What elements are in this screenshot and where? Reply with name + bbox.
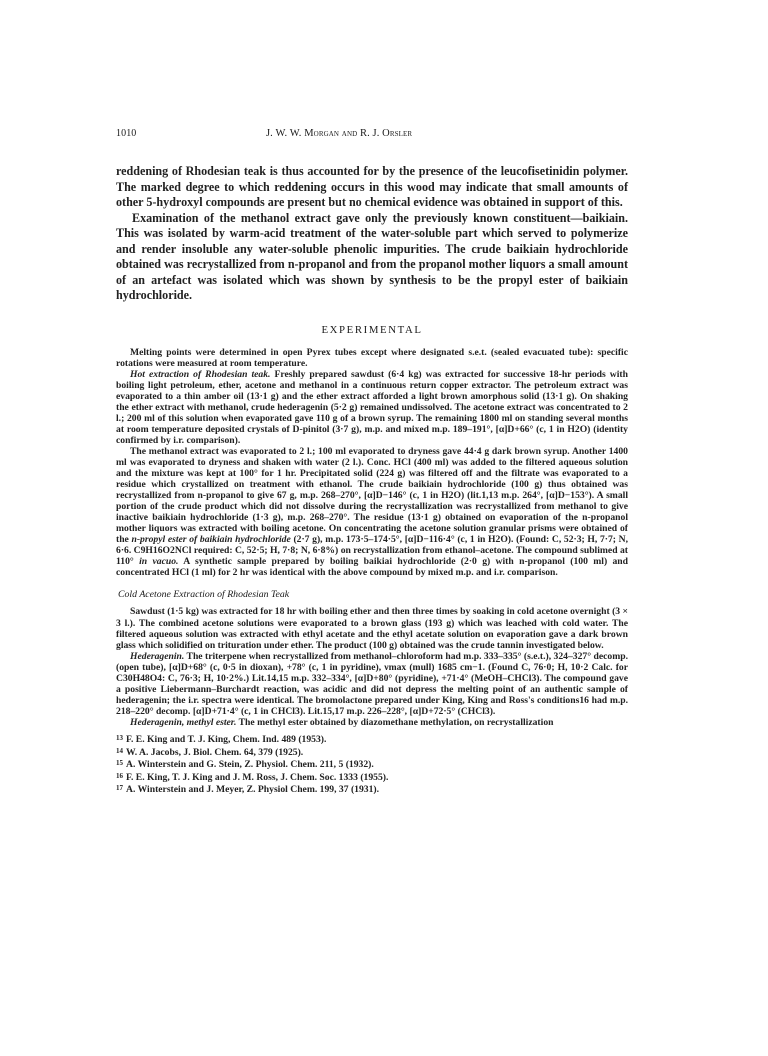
intro-paragraph-2: Examination of the methanol extract gave only the previously known constituent—baikiain. This was isolated by warm-acid treatment of the water-soluble part which served to polymerize and render insoluble any water-soluble phenolic impurities. The crude baikiain hydrochloride obtained was recrystallized from n-propanol and from the propanol mother liquors a small amount of an artefact was isolated which was shown by synthesis to be the propyl ester of baikiain hydrochloride. xyxy=(116,210,628,302)
reference-item: $^{17}$ A. Winterstein and J. Meyer, Z. Physiol Chem. 199, 37 (1931). xyxy=(116,784,380,796)
methanol-extract-paragraph xyxy=(116,446,628,579)
reference-item: $^{14}$ W. A. Jacobs, J. Biol. Chem. 64, 379 (1925). xyxy=(116,746,304,758)
intro-section xyxy=(116,164,628,304)
methyl-ester-text: The methyl ester obtained by diazomethane methylation, on recrystallization xyxy=(238,716,554,728)
methanol-text-a: The methanol extract was evaporated to 2 l.; 100 ml evaporated to dryness gave 44·4 g dark brown syrup. Another 1400 ml was evaporated to dryness and shaken with water (2 l.). Conc. HCl (400 ml) was added to the filtered aqueous solution and the mixture was kept at 100° for 1 hr. Precipitated solid (224 g) was filtered off and the filtrate was evaporated to a residue which crystallized on treatment with ethanol. The crude baikiain hydrochloride (100 g) thus obtained was recrystallized from n-propanol to give 67 g, m.p. 268–270°, [α]D−146° (c, 1 in H2O) (lit.1,13 m.p. 264°, [α]D−153°). A small portion of the crude product which did not dissolve during the recrystallization was recrystallized from methanol to give inactive baikiain hydrochloride (1·3 g), m.p. 268–270°. The residue (13·1 g) obtained on evaporation of the n-propanol mother liquors was extracted with boiling acetone. On concentrating the acetone solution granular prisms were obtained of the xyxy=(116,445,628,546)
hederagenin-title: Hederagenin. xyxy=(130,650,185,662)
hot-extraction-text: Freshly prepared sawdust (6·4 kg) was extracted for successive 18-hr periods with boiling light petroleum, ether, acetone and methanol in a continuous return copper extractor. The petroleum extract was evaporated to a thin amber oil (13·1 g) and the ether extract afforded a light brown amorphous solid (13·1 g). On shaking the ether extract with methanol, crude hederagenin (5·2 g) remained undissolved. The acetone extract was concentrated to 2 l.; 200 ml of this solution when evaporated gave 110 g of a brown syrup. The remaining 1800 ml on standing several months at room temperature deposited crystals of D-pinitol (3·7 g), m.p. and mixed m.p. 189–191°, [α]D+66° (c, 1 in H2O) (identity confirmed by i.r. comparison). xyxy=(116,368,628,446)
methanol-text-b: (2·7 g), m.p. 173·5–174·5°, [α]D−116·4° (c, 1 in H2O). (Found: C, 52·3; H, 7·7; N, 6·6. C9H16O2NCl required: C, 52·5; H, 7·8; N, 6·8%) on recrystallization from ethanol–acetone. The compound sublimed at 110° xyxy=(116,534,629,568)
in-vacuo-text: in vacuo. xyxy=(139,556,179,568)
references xyxy=(116,733,628,796)
cold-acetone-heading: Cold Acetone Extraction of Rhodesian Teak xyxy=(118,589,290,601)
methanol-text-c: A synthetic sample prepared by boiling baikiai hydrochloride (2·0 g) with n-propanol (100 ml) and concentrated HCl (1 ml) for 2 hr was identical with the above compound by mixed m.p. and i.r. comparison. xyxy=(116,556,629,579)
methyl-ester-paragraph xyxy=(116,717,628,728)
page-number: 1010 xyxy=(116,128,137,139)
journal-page xyxy=(116,128,628,796)
reference-item: $^{13}$ F. E. King and T. J. King, Chem. Ind. 489 (1953). xyxy=(116,734,327,745)
experimental-section xyxy=(116,347,628,729)
running-authors: J. W. W. Morgan and R. J. Orsler xyxy=(266,128,413,139)
hederagenin-text: The triterpene when recrystallized from methanol–chloroform had m.p. 333–335° (s.e.t.), 324–327° decomp. (open tube), [α]D+68° (c, 0·5 in dioxan), +78° (c, 1 in pyridine), νmax (mull) 1685 cm−1. (Found C, 76·0; H, 10·2 Calc. for C30H48O4: C, 76·3; H, 10·2%.) Lit.14,15 m.p. 332–334°, [α]D+80° (pyridine), +71·4° (MeOH–CHCl3). The compound gave a positive Liebermann–Burchardt reaction, was acidic and did not depress the melting point of an authentic sample of hederagenin; the i.r. spectra were identical. The bromolactone prepared under King, King and Ross's conditions16 had m.p. 218–220° decomp. [α]D+71·4° (c, 1 in CHCl3). Lit.15,17 m.p. 226–228°, [α]D+72·5° (CHCl3). xyxy=(116,650,628,717)
hot-extraction-title: Hot extraction of Rhodesian teak. xyxy=(130,368,271,380)
propyl-ester-name: n-propyl ester of baikiain hydrochloride xyxy=(131,534,291,546)
intro-paragraph-1: reddening of Rhodesian teak is thus accounted for by the presence of the leucofisetinidin polymer. The marked degree to which reddening occurs in this wood may indicate that small amounts of other 5-hydroxyl compounds are present but no chemical evidence was obtained in support of this. xyxy=(116,164,628,209)
section-heading-experimental: EXPERIMENTAL xyxy=(321,323,423,336)
reference-item: $^{16}$ F. E. King, T. J. King and J. M. Ross, J. Chem. Soc. 1333 (1955). xyxy=(116,771,389,783)
methyl-ester-title: Hederagenin, methyl ester. xyxy=(130,716,237,728)
cold-acetone-paragraph: Sawdust (1·5 kg) was extracted for 18 hr with boiling ether and then three times by soaking in cold acetone overnight (3 × 3 l.). The combined acetone solutions were evaporated to a brown glass (193 g) which was leached with cold water. The filtered aqueous solution was extracted with ethyl acetate and the ethyl acetate solution on evaporation gave a dark brown glass which solidified on trituration under ether. The product (100 g) obtained was the crude tannin investigated below. xyxy=(116,606,628,651)
hot-extraction-paragraph xyxy=(116,369,628,446)
hederagenin-paragraph xyxy=(116,651,628,717)
reference-item: $^{15}$ A. Winterstein and G. Stein, Z. Physiol. Chem. 211, 5 (1932). xyxy=(116,759,374,771)
running-header xyxy=(116,128,628,146)
melting-points-paragraph: Melting points were determined in open Pyrex tubes except where designated s.e.t. (sealed evacuated tube): specific rotations were measured at room temperature. xyxy=(116,346,628,369)
